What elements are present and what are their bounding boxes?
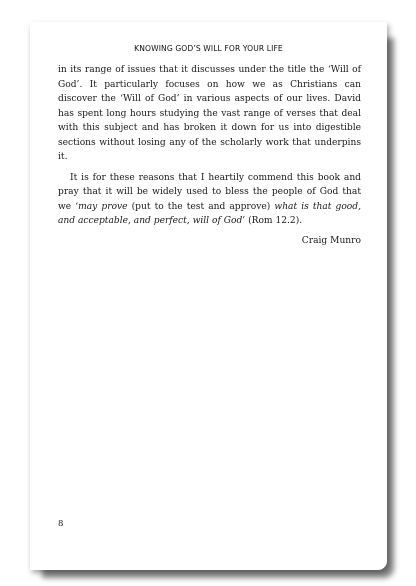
body-text — [58, 63, 361, 248]
paragraph-2-text-after: ’ (Rom 12.2). — [242, 216, 303, 226]
running-head: KNOWING GOD’S WILL FOR YOUR LIFE — [134, 44, 283, 53]
paragraph-2-italic-may-prove: may prove — [78, 201, 128, 212]
page-number: 8 — [58, 519, 64, 529]
book-page — [30, 22, 387, 570]
paragraph-2 — [58, 171, 361, 229]
signature: Craig Munro — [301, 235, 361, 246]
paragraph-2-italic-quote: what is that good, and acceptable, and perfect, will of God — [58, 201, 361, 226]
paragraph-1: in its range of issues that it discusses under the title the ‘Will of God’. It particularly focuses on how we as Christians can discover the ‘Will of God’ in various aspects of our lives. David has spent long hours studying the vast range of verses that deal with this subject and has broken it down for us into digestible sections without losing any of the scholarly work that underpins it. — [58, 65, 361, 162]
paragraph-2-text-middle: (put to the test and approve) — [127, 201, 275, 212]
paragraph-2-text-before: It is for these reasons that I heartily commend this book and pray that it will be widely used to bless the people of God that we ‘ — [58, 172, 361, 212]
